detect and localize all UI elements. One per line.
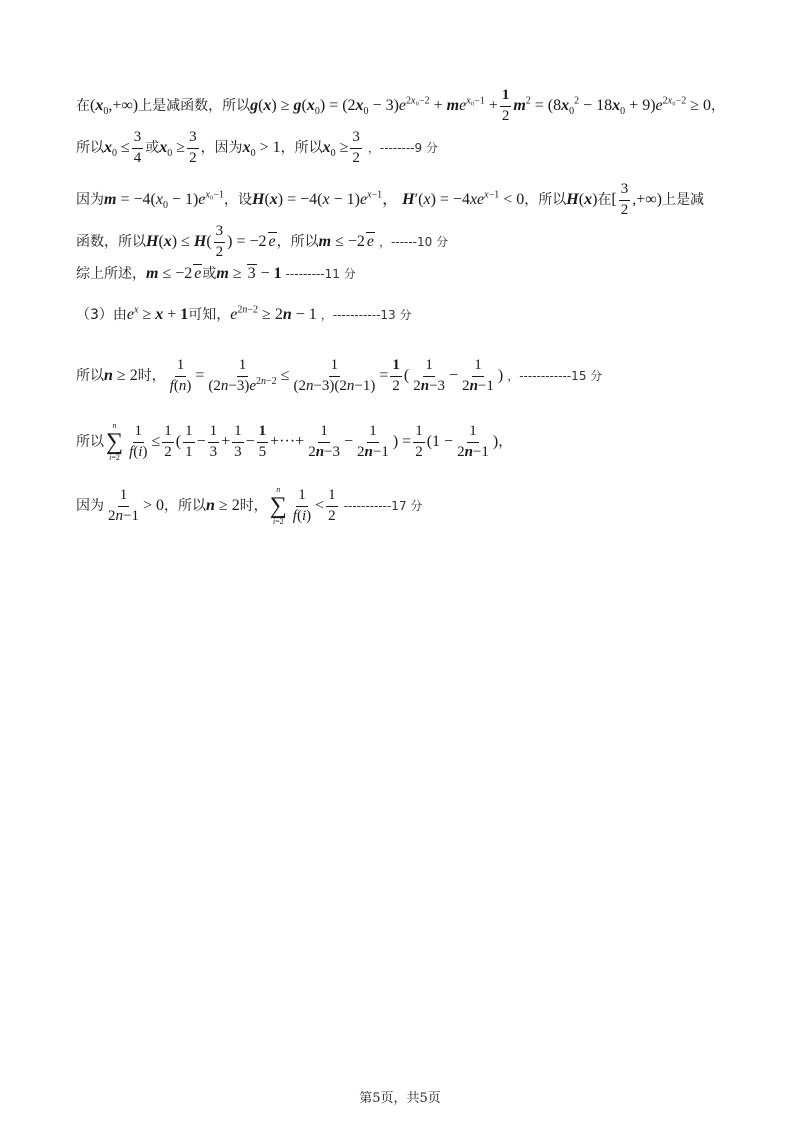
score-marker: ，-----------13 分 (320, 308, 412, 322)
score-marker: ---------11 分 (285, 267, 356, 281)
fraction: $\frac{1}{(2n-3)(2n-1)}$ (293, 357, 376, 394)
page-footer: 第5页，共5页 (359, 1091, 441, 1106)
solution-line-4: 函数，所以 H(x) ≤ H( $\frac{3}{2}$ ) = −2 e ，所以 m ≤ −2 e ，------10 分 (76, 223, 449, 260)
fraction: $\frac{1}{5}$ (258, 422, 267, 460)
math-interval: $(x_0,+\infty)$ (90, 97, 139, 118)
fraction: $\frac{1}{f(n)}$ (169, 357, 192, 394)
fraction: $\frac{1}{f(i)}$ (129, 422, 148, 460)
fraction: $\frac{1}{3}$ (209, 422, 218, 460)
fraction: $\frac{3}{2}$ (620, 181, 629, 218)
fraction: $\frac{3}{2}$ (215, 223, 224, 260)
math-inequality: $g(x) \ge g(x_0) = (2x_0 - 3)e^{2x_0-2} + me^{x_0-1}$ + (250, 95, 498, 118)
fraction: $\frac{1}{2}$ (392, 357, 400, 394)
score-marker: ，--------9 分 (367, 141, 438, 156)
fraction: $\frac{1}{2n-1}$ (108, 486, 139, 524)
solution-line-7: 所以 n ≥ 2 时， $\frac{1}{f(n)}$ = $\frac{1}{(2n-3)e^{2n-2}}$ ≤ $\frac{1}{(2n-3)(2n-1)}$ = $\frac{1}{2}$ ( $\frac{1}{2n-3}$ − $\frac{1}{2n-1}$ ) ，------------15 分 (76, 357, 603, 394)
fraction: $\frac{1}{2n-3}$ (413, 357, 446, 394)
fraction: $\frac{1}{f(i)}$ (292, 486, 312, 524)
fraction: $\frac{1}{2n-1}$ (457, 422, 489, 460)
summation-symbol: n ∑ i=2 (269, 485, 287, 526)
solution-line-9: 因为 $\frac{1}{2n-1}$ > 0 ，所以 n ≥ 2 时， n ∑ i=2 $\frac{1}{f(i)}$ < $\frac{1}{2}$ -----------17 分 (76, 485, 423, 526)
fraction: $\frac{1}{2}$ (164, 422, 172, 460)
fraction: $\frac{1}{2n-1}$ (357, 422, 389, 460)
fraction: $\frac{1}{(2n-3)e^{2n-2}}$ (208, 357, 277, 394)
score-marker: ，------10 分 (379, 235, 449, 250)
solution-line-2: 所以 $x_0$ ≤ $\frac{3}{4}$ 或 $x_0$ ≥ $\frac{3}{2}$ ，因为 $x_0 > 1$ ，所以 $x_0$ ≥ $\frac{3}{2}$ ，--------9 分 (76, 129, 438, 166)
solution-line-6: （3）由 $e^x \ge x + 1$ 可知， $e^{2n-2} \ge 2n - 1$ ，-----------13 分 (76, 304, 412, 323)
fraction: $\frac{1}{2}$ (328, 486, 336, 524)
fraction: $\frac{1}{2}$ (501, 87, 510, 124)
score-marker: ，------------15 分 (507, 369, 603, 384)
score-marker: -----------17 分 (343, 499, 423, 513)
fraction: $\frac{1}{2n-3}$ (308, 422, 340, 460)
solution-line-1: 在 $(x_0,+\infty)$ 上是减函数，所以 $g(x) \ge g(x_0) = (2x_0 - 3)e^{2x_0-2} + me^{x_0-1}$ + $\frac{1}{2}$ $m^2 = (8x_0^2 - 18x_0 + 9)e^{2x_0-2} \ge 0$ ， (76, 87, 726, 124)
fraction: $\frac{1}{2n-1}$ (462, 357, 494, 394)
fraction: $\frac{3}{4}$ (133, 129, 142, 166)
fraction: $\frac{3}{2}$ (189, 129, 197, 166)
solution-line-5: 综上所述， m ≤ −2 e 或 m ≥ 3 − 1 ---------11 分 (76, 265, 356, 282)
solution-line-3: 因为 $m = -4(x_0 - 1)e^{x_0-1}$ ，设 $H(x) = -4(x - 1)e^{x-1}$， $H'(x) = -4xe^{x-1} < 0$ ，所以 H(x) 在 [ $\frac{3}{2}$ ,+∞) 上是减 (76, 181, 704, 218)
fraction: $\frac{3}{2}$ (352, 129, 360, 166)
fraction: $\frac{1}{1}$ (185, 422, 193, 460)
summation-symbol: n ∑ i=2 (106, 421, 124, 462)
solution-line-8: 所以 n ∑ i=2 $\frac{1}{f(i)}$ ≤ $\frac{1}{2}$ ( $\frac{1}{1}$ − $\frac{1}{3}$ + $\frac{1}{3}$ − $\frac{1}{5}$ +···+ $\frac{1}{2n-3}$ − $\frac{1}{2n-1}$ ) = $\frac{1}{2}$ (1 − $\frac{1}{2n-1}$ ) ， (76, 421, 513, 462)
fraction: $\frac{1}{3}$ (234, 422, 242, 460)
fraction: $\frac{1}{2}$ (415, 422, 423, 460)
